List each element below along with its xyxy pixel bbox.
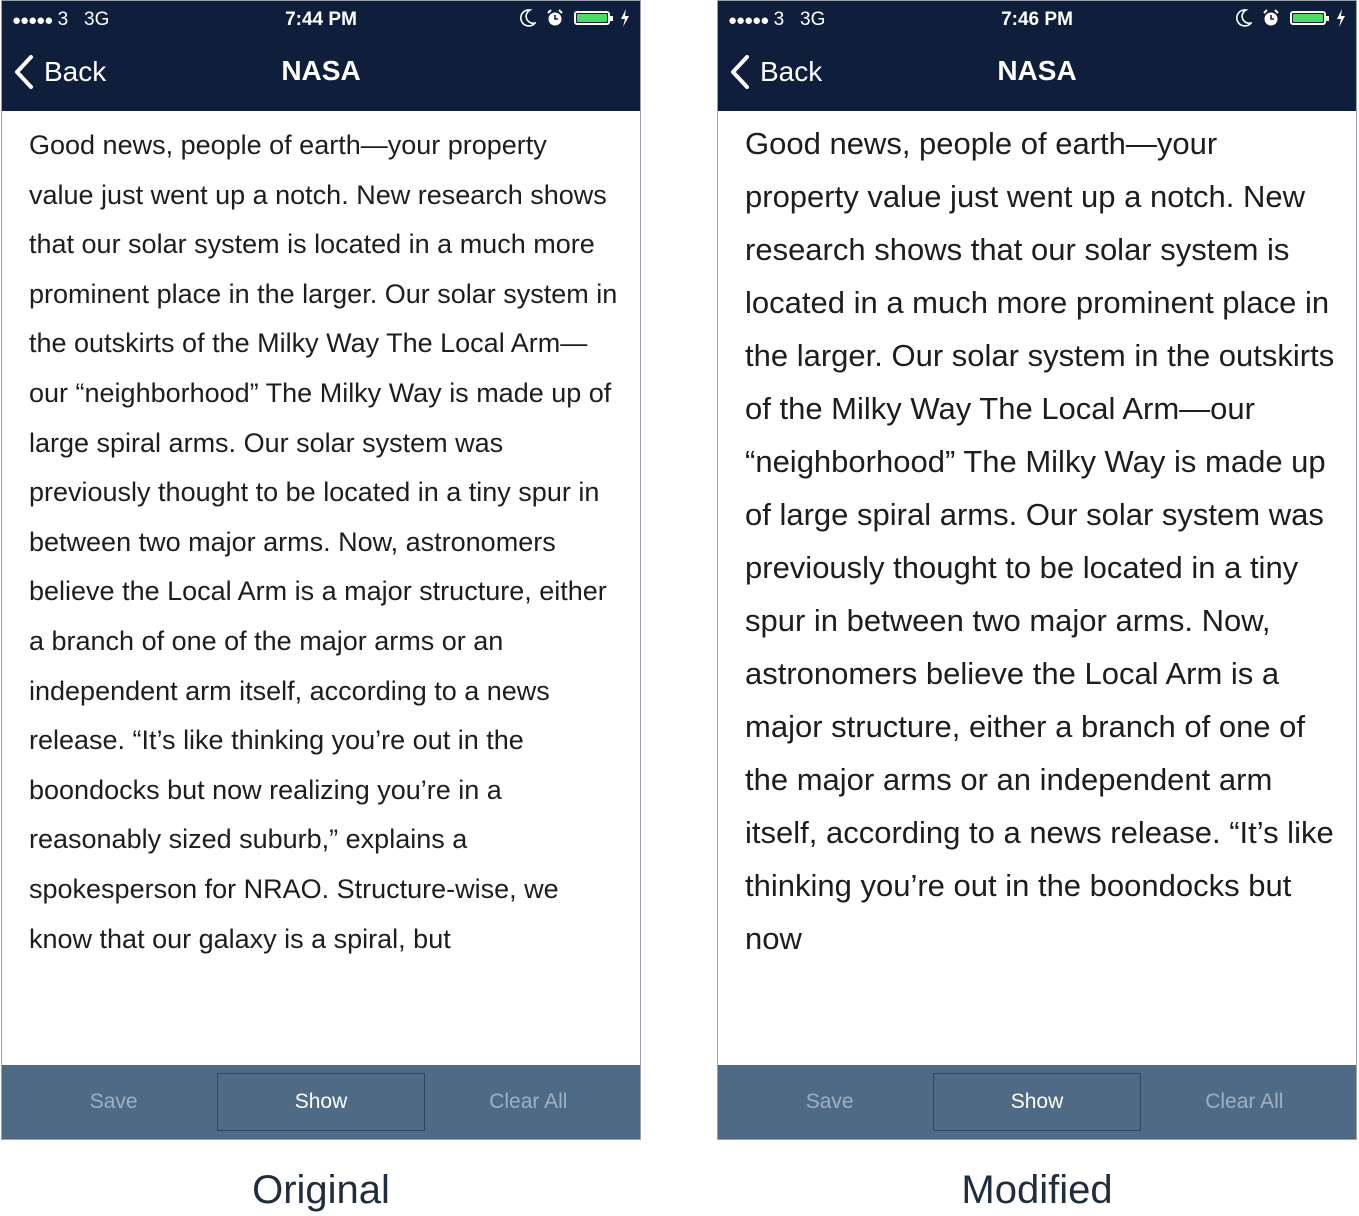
status-bar [2, 7, 640, 33]
phone-screen-modified [717, 0, 1357, 1140]
top-bar [718, 1, 1356, 111]
caption-original: Original [252, 1168, 390, 1212]
article-body[interactable] [2, 111, 640, 1065]
status-icons [520, 9, 630, 27]
article-text: Good news, people of earth—your property value just went up a notch. New research shows that our solar system is located in a much more prominent place in the larger. Our solar system in the outskirts of the Milky Way The Local Arm—our “neighborhood” The Milky Way is made up of large spiral arms. Our solar system was previously thought to be located in a tiny spur in between two major arms. Now, astronomers believe the Local Arm is a major structure, either a branch of one of the major arms or an independent arm itself, according to a news release. “It’s like thinking you’re out in the boondocks but now realizing you’re in a reasonably sized suburb,” explains a spokesperson for NRAO. Structure-wise, we know that our galaxy is a spiral, but [29, 130, 618, 954]
page-title: NASA [281, 55, 361, 86]
navigation-bar [2, 51, 640, 97]
clear-all-button[interactable]: Clear All [489, 1090, 568, 1113]
moon-icon [520, 9, 536, 27]
back-label: Back [760, 56, 823, 87]
alarm-icon [1262, 9, 1280, 27]
page-title: NASA [997, 55, 1077, 86]
signal-strength-icon: ●●●●● [12, 12, 53, 29]
carrier-label: 3 [773, 9, 785, 30]
charging-bolt-icon [620, 9, 630, 27]
clear-all-button[interactable]: Clear All [1205, 1090, 1284, 1113]
carrier-label: 3 [57, 9, 69, 30]
charging-bolt-icon [1336, 9, 1346, 27]
signal-strength-icon: ●●●●● [728, 12, 769, 29]
alarm-icon [546, 9, 564, 27]
status-time: 7:44 PM [285, 9, 357, 30]
network-label: 3G [84, 9, 110, 30]
show-button[interactable]: Show [217, 1073, 424, 1131]
bottom-toolbar [718, 1065, 1356, 1139]
status-time: 7:46 PM [1001, 9, 1073, 30]
article-body[interactable] [718, 111, 1356, 1065]
top-bar [2, 1, 640, 111]
caption-modified: Modified [961, 1168, 1113, 1212]
battery-icon [1290, 11, 1326, 25]
moon-icon [1236, 9, 1252, 27]
back-label: Back [44, 56, 107, 87]
phone-screen-original [1, 0, 641, 1140]
article-text: Good news, people of earth—your property value just went up a notch. New research shows that our solar system is located in a much more prominent place in the larger. Our solar system in the outskirts of the Milky Way The Local Arm—our “neighborhood” The Milky Way is made up of large spiral arms. Our solar system was previously thought to be located in a tiny spur in between two major arms. Now, astronomers believe the Local Arm is a major structure, either a branch of one of the major arms or an independent arm itself, according to a news release. “It’s like thinking you’re out in the boondocks but now [745, 126, 1335, 956]
show-button[interactable]: Show [933, 1073, 1140, 1131]
battery-icon [574, 11, 610, 25]
navigation-bar [718, 51, 1356, 97]
status-bar [718, 7, 1356, 33]
save-button[interactable]: Save [805, 1090, 854, 1113]
bottom-toolbar [2, 1065, 640, 1139]
save-button[interactable]: Save [89, 1090, 138, 1113]
network-label: 3G [800, 9, 826, 30]
status-icons [1236, 9, 1346, 27]
